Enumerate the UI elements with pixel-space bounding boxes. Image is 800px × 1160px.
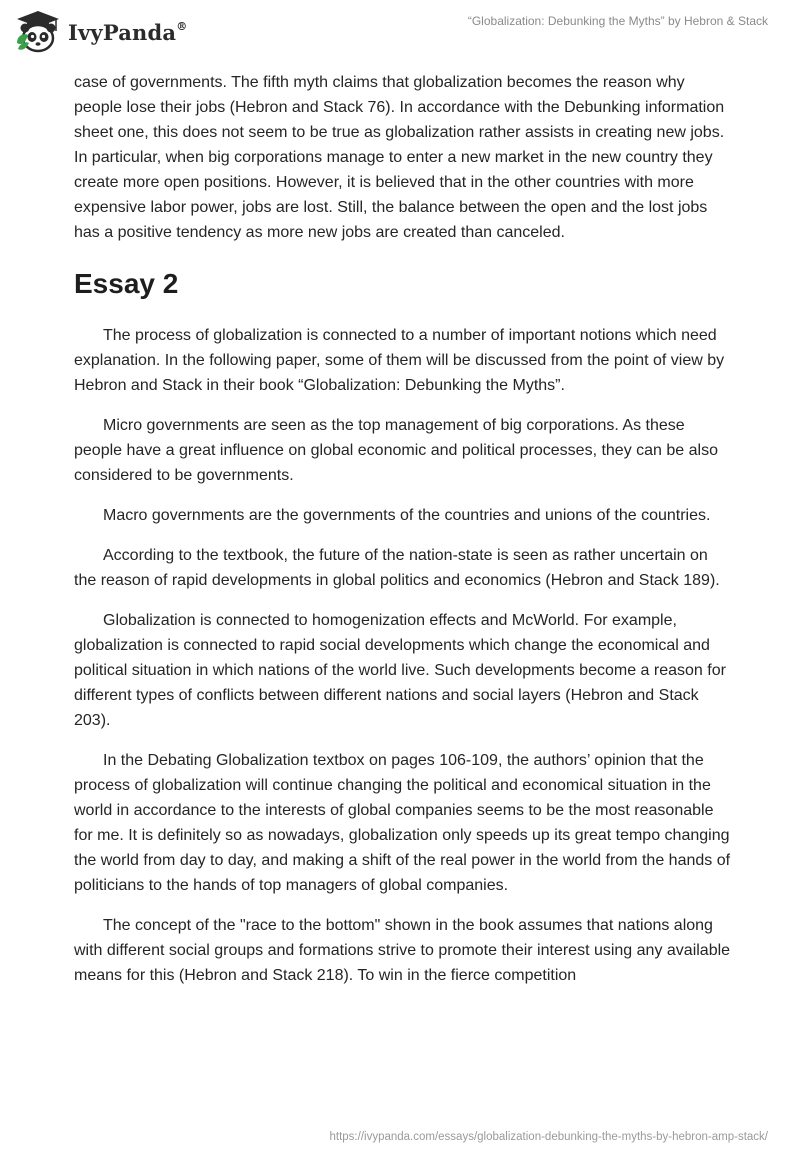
ivypanda-logo[interactable] bbox=[14, 8, 187, 56]
paragraph: In the Debating Globalization textbox on pages 106-109, the authors’ opinion that the process of globalization will continue changing the political and economical situation in the world in accordance to the interests of global companies seems to be the most reasonable for me. It is definitely so as nowadays, globalization only speeds up its great tempo changing the world from day to day, and making a shift of the real power in the world from the hands of politicians to the hands of top managers of global companies. bbox=[74, 752, 731, 894]
paragraph: Micro governments are seen as the top management of big corporations. As these people have a great influence on global economic and political processes, they can be also considered to be governments. bbox=[74, 417, 718, 484]
essay-content bbox=[74, 70, 734, 1003]
section-heading: Essay 2 bbox=[74, 268, 179, 299]
page-header bbox=[0, 0, 800, 64]
source-url-link[interactable]: https://ivypanda.com/essays/globalization-debunking-the-myths-by-hebron-amp-stack/ bbox=[329, 1131, 768, 1143]
panda-graduate-icon bbox=[14, 9, 62, 55]
document-title: “Globalization: Debunking the Myths” by Hebron & Stack bbox=[467, 14, 768, 28]
intro-paragraph: case of governments. The fifth myth claims that globalization becomes the reason why people lose their jobs (Hebron and Stack 76). In accordance with the Debunking information sheet one, this does not seem to be true as globalization rather assists in creating new jobs. In particular, when big corporations manage to enter a new market in the new country they create more open positions. However, it is believed that in the other countries with more expensive labor power, jobs are lost. Still, the balance between the open and the lost jobs has a positive tendency as more new jobs are created than canceled. bbox=[74, 74, 725, 241]
paragraph: According to the textbook, the future of the nation-state is seen as rather uncertain on the reason of rapid developments in global politics and economics (Hebron and Stack 189). bbox=[74, 547, 720, 589]
registered-mark: ® bbox=[176, 19, 188, 33]
logo-text: IvyPanda bbox=[68, 19, 177, 45]
paragraph: The process of globalization is connected to a number of important notions which need explanation. In the following paper, some of them will be discussed from the point of view by Hebron and Stack in their book “Globalization: Debunking the Myths”. bbox=[74, 327, 725, 394]
paragraph: Globalization is connected to homogenization effects and McWorld. For example, globalization is connected to rapid social developments which change the economical and political situation in which nations of the world live. Such developments become a reason for different types of conflicts between different nations and social layers (Hebron and Stack 203). bbox=[74, 612, 726, 729]
paragraph: Macro governments are the governments of the countries and unions of the countries. bbox=[103, 507, 711, 524]
paragraph: The concept of the "race to the bottom" shown in the book assumes that nations along with different social groups and formations strive to promote their interest using any available means for this (Hebron and Stack 218). To win in the fierce competition bbox=[74, 917, 731, 984]
logo-wordmark bbox=[68, 20, 187, 45]
